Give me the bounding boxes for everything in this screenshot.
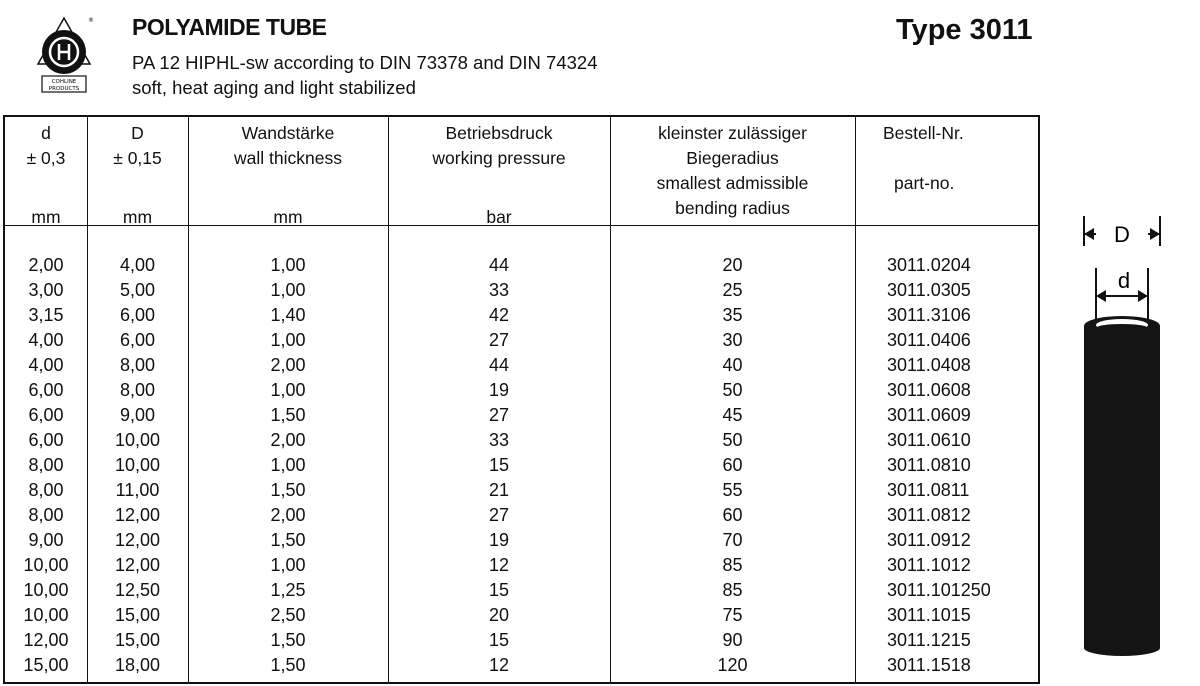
outer-diameter-cell: 12,50 (114, 580, 161, 600)
outer-diameter-cell: 15,00 (114, 605, 161, 625)
part-number-cell: 3011.0305 (887, 280, 971, 300)
wall-thickness-cell: 2,50 (270, 605, 306, 625)
table-row (5, 555, 1038, 580)
table-row (5, 255, 1038, 280)
outer-diameter-cell: 5,00 (119, 280, 156, 300)
inner-diameter-label: d (1117, 268, 1131, 293)
logo-text-line2: PRODUCTS (48, 86, 80, 92)
spec-table (3, 115, 1040, 684)
outer-diameter-cell: 10,00 (114, 430, 161, 450)
table-row (5, 605, 1038, 630)
part-number-cell: 3011.0406 (887, 330, 971, 350)
column-header-working-pressure: Betriebsdruck working pressure bar (432, 123, 566, 227)
part-number-cell: 3011.0912 (887, 530, 971, 550)
page-title: POLYAMIDE TUBE (132, 14, 327, 40)
part-number-cell: 3011.0812 (887, 505, 971, 525)
outer-diameter-cell: 11,00 (115, 480, 160, 500)
outer-diameter-cell: 6,00 (119, 330, 156, 350)
cohline-logo-icon (32, 14, 96, 94)
table-row (5, 580, 1038, 605)
table-row (5, 530, 1038, 555)
inner-diameter-cell: 10,00 (23, 580, 69, 600)
working-pressure-cell: 19 (488, 530, 510, 550)
wall-thickness-cell: 1,25 (270, 580, 306, 600)
working-pressure-cell: 27 (488, 405, 510, 425)
table-row (5, 655, 1038, 680)
part-number-cell: 3011.0610 (887, 430, 971, 450)
working-pressure-cell: 15 (488, 630, 510, 650)
wall-thickness-cell: 1,40 (270, 305, 306, 325)
working-pressure-cell: 12 (488, 555, 510, 575)
inner-diameter-cell: 4,00 (28, 355, 64, 375)
subtitle-line-2: soft, heat aging and light stabilized (132, 77, 416, 98)
bending-radius-cell: 70 (722, 530, 743, 550)
working-pressure-cell: 44 (488, 355, 510, 375)
working-pressure-cell: 15 (488, 580, 510, 600)
working-pressure-cell: 33 (488, 280, 510, 300)
table-row (5, 430, 1038, 455)
bending-radius-cell: 85 (722, 580, 743, 600)
bending-radius-cell: 55 (722, 480, 743, 500)
working-pressure-cell: 27 (488, 505, 510, 525)
column-header-bending-radius: kleinster zulässiger Biegeradius smallest admissible bending radius (656, 123, 809, 218)
part-number-cell: 3011.1518 (887, 655, 971, 675)
part-number-cell: 3011.0608 (887, 380, 971, 400)
inner-diameter-cell: 6,00 (28, 405, 64, 425)
outer-diameter-cell: 18,00 (114, 655, 161, 675)
inner-diameter-cell: 12,00 (23, 630, 69, 650)
table-row (5, 405, 1038, 430)
wall-thickness-cell: 1,50 (270, 480, 306, 500)
inner-diameter-cell: 2,00 (28, 255, 64, 275)
wall-thickness-cell: 1,00 (270, 380, 306, 400)
outer-diameter-cell: 9,00 (119, 405, 156, 425)
part-number-cell: 3011.0204 (887, 255, 971, 275)
column-header-part-no: Bestell-Nr. part-no. (883, 123, 964, 193)
working-pressure-cell: 42 (488, 305, 510, 325)
inner-diameter-cell: 15,00 (23, 655, 69, 675)
bending-radius-cell: 60 (722, 455, 743, 475)
svg-text:®: ® (88, 17, 94, 24)
outer-diameter-cell: 8,00 (119, 380, 156, 400)
subtitle-line-1: PA 12 HIPHL-sw according to DIN 73378 and DIN 74324 (132, 52, 598, 73)
outer-diameter-cell: 12,00 (114, 505, 161, 525)
bending-radius-cell: 45 (722, 405, 743, 425)
inner-diameter-cell: 8,00 (28, 455, 64, 475)
bending-radius-cell: 25 (722, 280, 743, 300)
wall-thickness-cell: 2,00 (270, 355, 306, 375)
tube-cross-section-diagram (1074, 216, 1200, 656)
table-row (5, 480, 1038, 505)
inner-diameter-cell: 3,15 (28, 305, 64, 325)
wall-thickness-cell: 1,50 (270, 655, 306, 675)
bending-radius-cell: 90 (722, 630, 743, 650)
table-row (5, 380, 1038, 405)
type-label: Type 3011 (896, 14, 1033, 46)
column-header-d: d ± 0,3 mm (26, 123, 66, 227)
bending-radius-cell: 30 (722, 330, 743, 350)
working-pressure-cell: 33 (488, 430, 510, 450)
outer-diameter-cell: 6,00 (119, 305, 156, 325)
part-number-cell: 3011.0408 (887, 355, 971, 375)
inner-diameter-cell: 4,00 (28, 330, 64, 350)
inner-diameter-cell: 9,00 (28, 530, 64, 550)
part-number-cell: 3011.1215 (887, 630, 971, 650)
outer-diameter-cell: 4,00 (119, 255, 156, 275)
wall-thickness-cell: 1,00 (270, 280, 306, 300)
working-pressure-cell: 21 (488, 480, 510, 500)
bending-radius-cell: 60 (722, 505, 743, 525)
outer-diameter-cell: 12,00 (114, 530, 161, 550)
part-number-cell: 3011.0811 (887, 480, 970, 500)
working-pressure-cell: 44 (488, 255, 510, 275)
outer-diameter-cell: 8,00 (119, 355, 156, 375)
inner-diameter-cell: 8,00 (28, 480, 64, 500)
working-pressure-cell: 15 (488, 455, 510, 475)
inner-diameter-cell: 8,00 (28, 505, 64, 525)
column-header-wall-thickness: Wandstärke wall thickness mm (234, 123, 342, 227)
bending-radius-cell: 85 (722, 555, 743, 575)
part-number-cell: 3011.1012 (887, 555, 971, 575)
working-pressure-cell: 27 (488, 330, 510, 350)
part-number-cell: 3011.101250 (887, 580, 991, 600)
part-number-cell: 3011.0609 (887, 405, 971, 425)
table-row (5, 505, 1038, 530)
bending-radius-cell: 35 (722, 305, 743, 325)
wall-thickness-cell: 1,00 (270, 330, 306, 350)
wall-thickness-cell: 1,50 (270, 405, 306, 425)
inner-diameter-cell: 3,00 (28, 280, 64, 300)
bending-radius-cell: 20 (722, 255, 743, 275)
working-pressure-cell: 20 (488, 605, 510, 625)
inner-diameter-cell: 6,00 (28, 430, 64, 450)
table-row (5, 455, 1038, 480)
bending-radius-cell: 120 (717, 655, 748, 675)
table-row (5, 355, 1038, 380)
inner-diameter-cell: 10,00 (23, 555, 69, 575)
working-pressure-cell: 19 (488, 380, 510, 400)
part-number-cell: 3011.0810 (887, 455, 971, 475)
outer-diameter-cell: 10,00 (114, 455, 161, 475)
inner-diameter-cell: 6,00 (28, 380, 64, 400)
bending-radius-cell: 40 (722, 355, 743, 375)
table-row (5, 330, 1038, 355)
outer-diameter-cell: 12,00 (114, 555, 161, 575)
wall-thickness-cell: 1,00 (270, 255, 306, 275)
bending-radius-cell: 50 (722, 430, 743, 450)
wall-thickness-cell: 1,50 (270, 530, 306, 550)
wall-thickness-cell: 1,00 (270, 455, 306, 475)
table-row (5, 280, 1038, 305)
bending-radius-cell: 75 (722, 605, 743, 625)
table-row (5, 630, 1038, 655)
part-number-cell: 3011.1015 (887, 605, 971, 625)
inner-diameter-cell: 10,00 (23, 605, 69, 625)
column-header-D: D ± 0,15 mm (113, 123, 162, 227)
wall-thickness-cell: 2,00 (270, 430, 306, 450)
part-number-cell: 3011.3106 (887, 305, 971, 325)
working-pressure-cell: 12 (488, 655, 510, 675)
outer-diameter-label: D (1114, 222, 1130, 247)
bending-radius-cell: 50 (722, 380, 743, 400)
wall-thickness-cell: 2,00 (270, 505, 306, 525)
wall-thickness-cell: 1,00 (270, 555, 306, 575)
table-row (5, 305, 1038, 330)
wall-thickness-cell: 1,50 (270, 630, 306, 650)
outer-diameter-cell: 15,00 (114, 630, 161, 650)
logo-text-line1: COHLINE (51, 79, 77, 85)
